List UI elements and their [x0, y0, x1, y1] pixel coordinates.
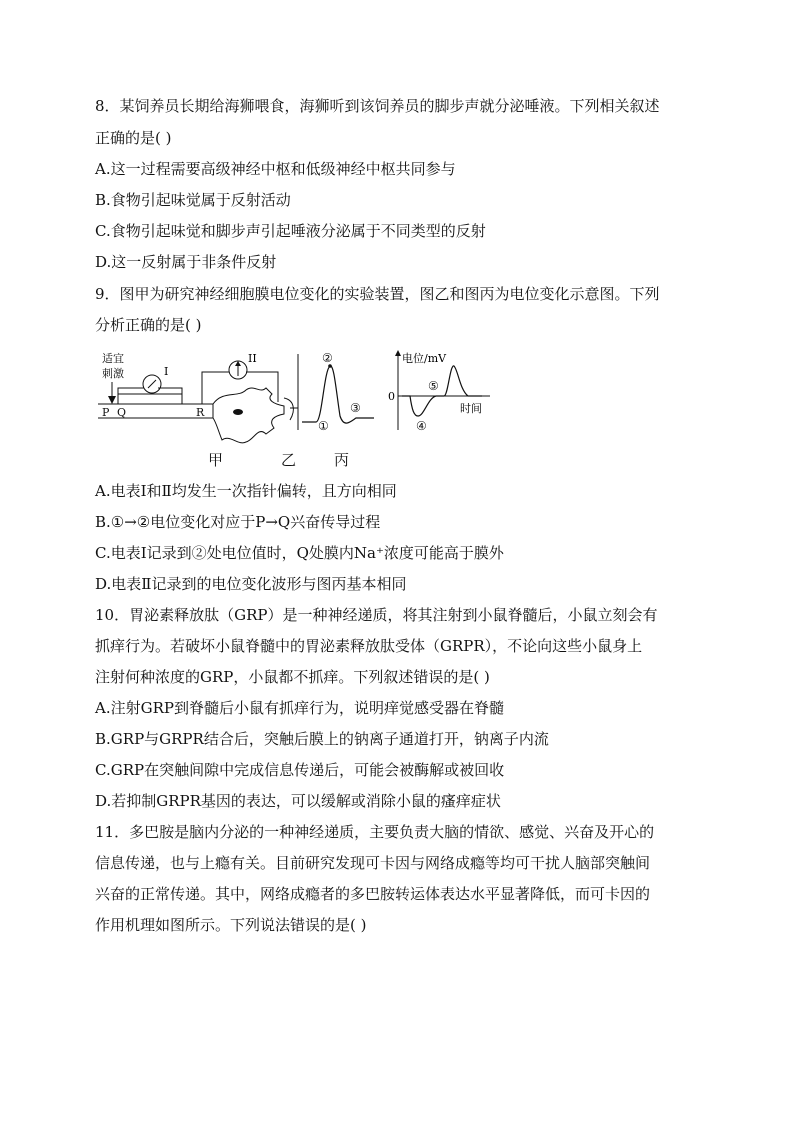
q9-option-a: A.电表Ⅰ和Ⅱ均发生一次指针偏转，且方向相同: [95, 482, 397, 500]
panel-label-b: 乙: [281, 451, 297, 469]
q8-option-b: B.食物引起味觉属于反射活动: [95, 191, 291, 209]
q8-option-d: D.这一反射属于非条件反射: [95, 253, 277, 271]
q9-stem-line2: 分析正确的是( ): [95, 316, 202, 334]
graph-c-mark-4: ④: [416, 419, 427, 433]
stim-label-1: 适宜: [102, 352, 124, 365]
panel-label-a: 甲: [208, 451, 224, 469]
graph-c-zero: 0: [388, 390, 395, 403]
point-r: R: [196, 406, 205, 419]
graph-b-mark-1: ①: [318, 419, 329, 433]
graph-c-ylabel: 电位/mV: [402, 352, 447, 365]
stim-arrowhead: [108, 396, 116, 404]
q10-stem-line3: 注射何种浓度的GRP，小鼠都不抓痒。下列叙述错误的是( ): [95, 668, 490, 686]
point-q: Q: [117, 406, 127, 419]
neuron-body: [213, 388, 284, 443]
meter1-label: I: [164, 365, 169, 378]
synapse: [284, 398, 293, 420]
q8-stem-line2: 正确的是( ): [95, 129, 172, 147]
q9-figure: [98, 350, 498, 470]
graph-b-mark-3: ③: [350, 401, 361, 415]
q11-stem-line2: 信息传递，也与上瘾有关。目前研究发现可卡因与网络成瘾等均可干扰人脑部突触间: [95, 854, 651, 872]
q10-stem-line2: 抓痒行为。若破坏小鼠脊髓中的胃泌素释放肽受体（GRPR），不论向这些小鼠身上: [95, 637, 643, 655]
q8-stem-line1: 8．某饲养员长期给海狮喂食，海狮听到该饲养员的脚步声就分泌唾液。下列相关叙述: [95, 97, 660, 115]
meter1-wire-right: [158, 388, 182, 404]
q10-option-b: B.GRP与GRPR结合后，突触后膜上的钠离子通道打开，钠离子内流: [95, 730, 549, 748]
q10-option-a: A.注射GRP到脊髓后小鼠有抓痒行为，说明痒觉感受器在脊髓: [95, 699, 504, 717]
q8-option-c: C.食物引起味觉和脚步声引起唾液分泌属于不同类型的反射: [95, 222, 486, 240]
q10-stem-line1: 10．胃泌素释放肽（GRP）是一种神经递质，将其注射到小鼠脊髓后，小鼠立刻会有: [95, 606, 658, 624]
graph-b-mark-2: ②: [322, 351, 333, 365]
q9-stem-line1: 9．图甲为研究神经细胞膜电位变化的实验装置，图乙和图丙为电位变化示意图。下列: [95, 285, 660, 303]
q9-option-d: D.电表Ⅱ记录到的电位变化波形与图丙基本相同: [95, 575, 407, 593]
q10-option-d: D.若抑制GRPR基因的表达，可以缓解或消除小鼠的瘙痒症状: [95, 792, 501, 810]
q9-option-b: B.①→②电位变化对应于P→Q兴奋传导过程: [95, 513, 381, 531]
q11-stem-line1: 11．多巴胺是脑内分泌的一种神经递质，主要负责大脑的情欲、感觉、兴奋及开心的: [95, 823, 655, 841]
meter1-wire-left: [118, 388, 146, 404]
graph-c-xlabel: 时间: [460, 402, 482, 415]
graph-c-mark-5: ⑤: [428, 379, 439, 393]
point-p: P: [102, 406, 110, 419]
graph-b-curve: [302, 366, 374, 423]
q10-option-c: C.GRP在突触间隙中完成信息传递后，可能会被酶解或被回收: [95, 761, 505, 779]
q9-option-c: C.电表Ⅰ记录到②处电位值时，Q处膜内Na⁺浓度可能高于膜外: [95, 544, 504, 562]
q8-option-a: A.这一过程需要高级神经中枢和低级神经中枢共同参与: [95, 160, 456, 178]
stim-label-2: 刺激: [102, 367, 124, 380]
neuron-nucleus: [233, 409, 243, 415]
q11-stem-line4: 作用机理如图所示。下列说法错误的是( ): [95, 916, 367, 934]
q11-stem-line3: 兴奋的正常传递。其中，网络成瘾者的多巴胺转运体表达水平显著降低，而可卡因的: [95, 885, 651, 903]
meter2-label: II: [248, 352, 257, 365]
panel-label-c: 丙: [334, 451, 350, 469]
